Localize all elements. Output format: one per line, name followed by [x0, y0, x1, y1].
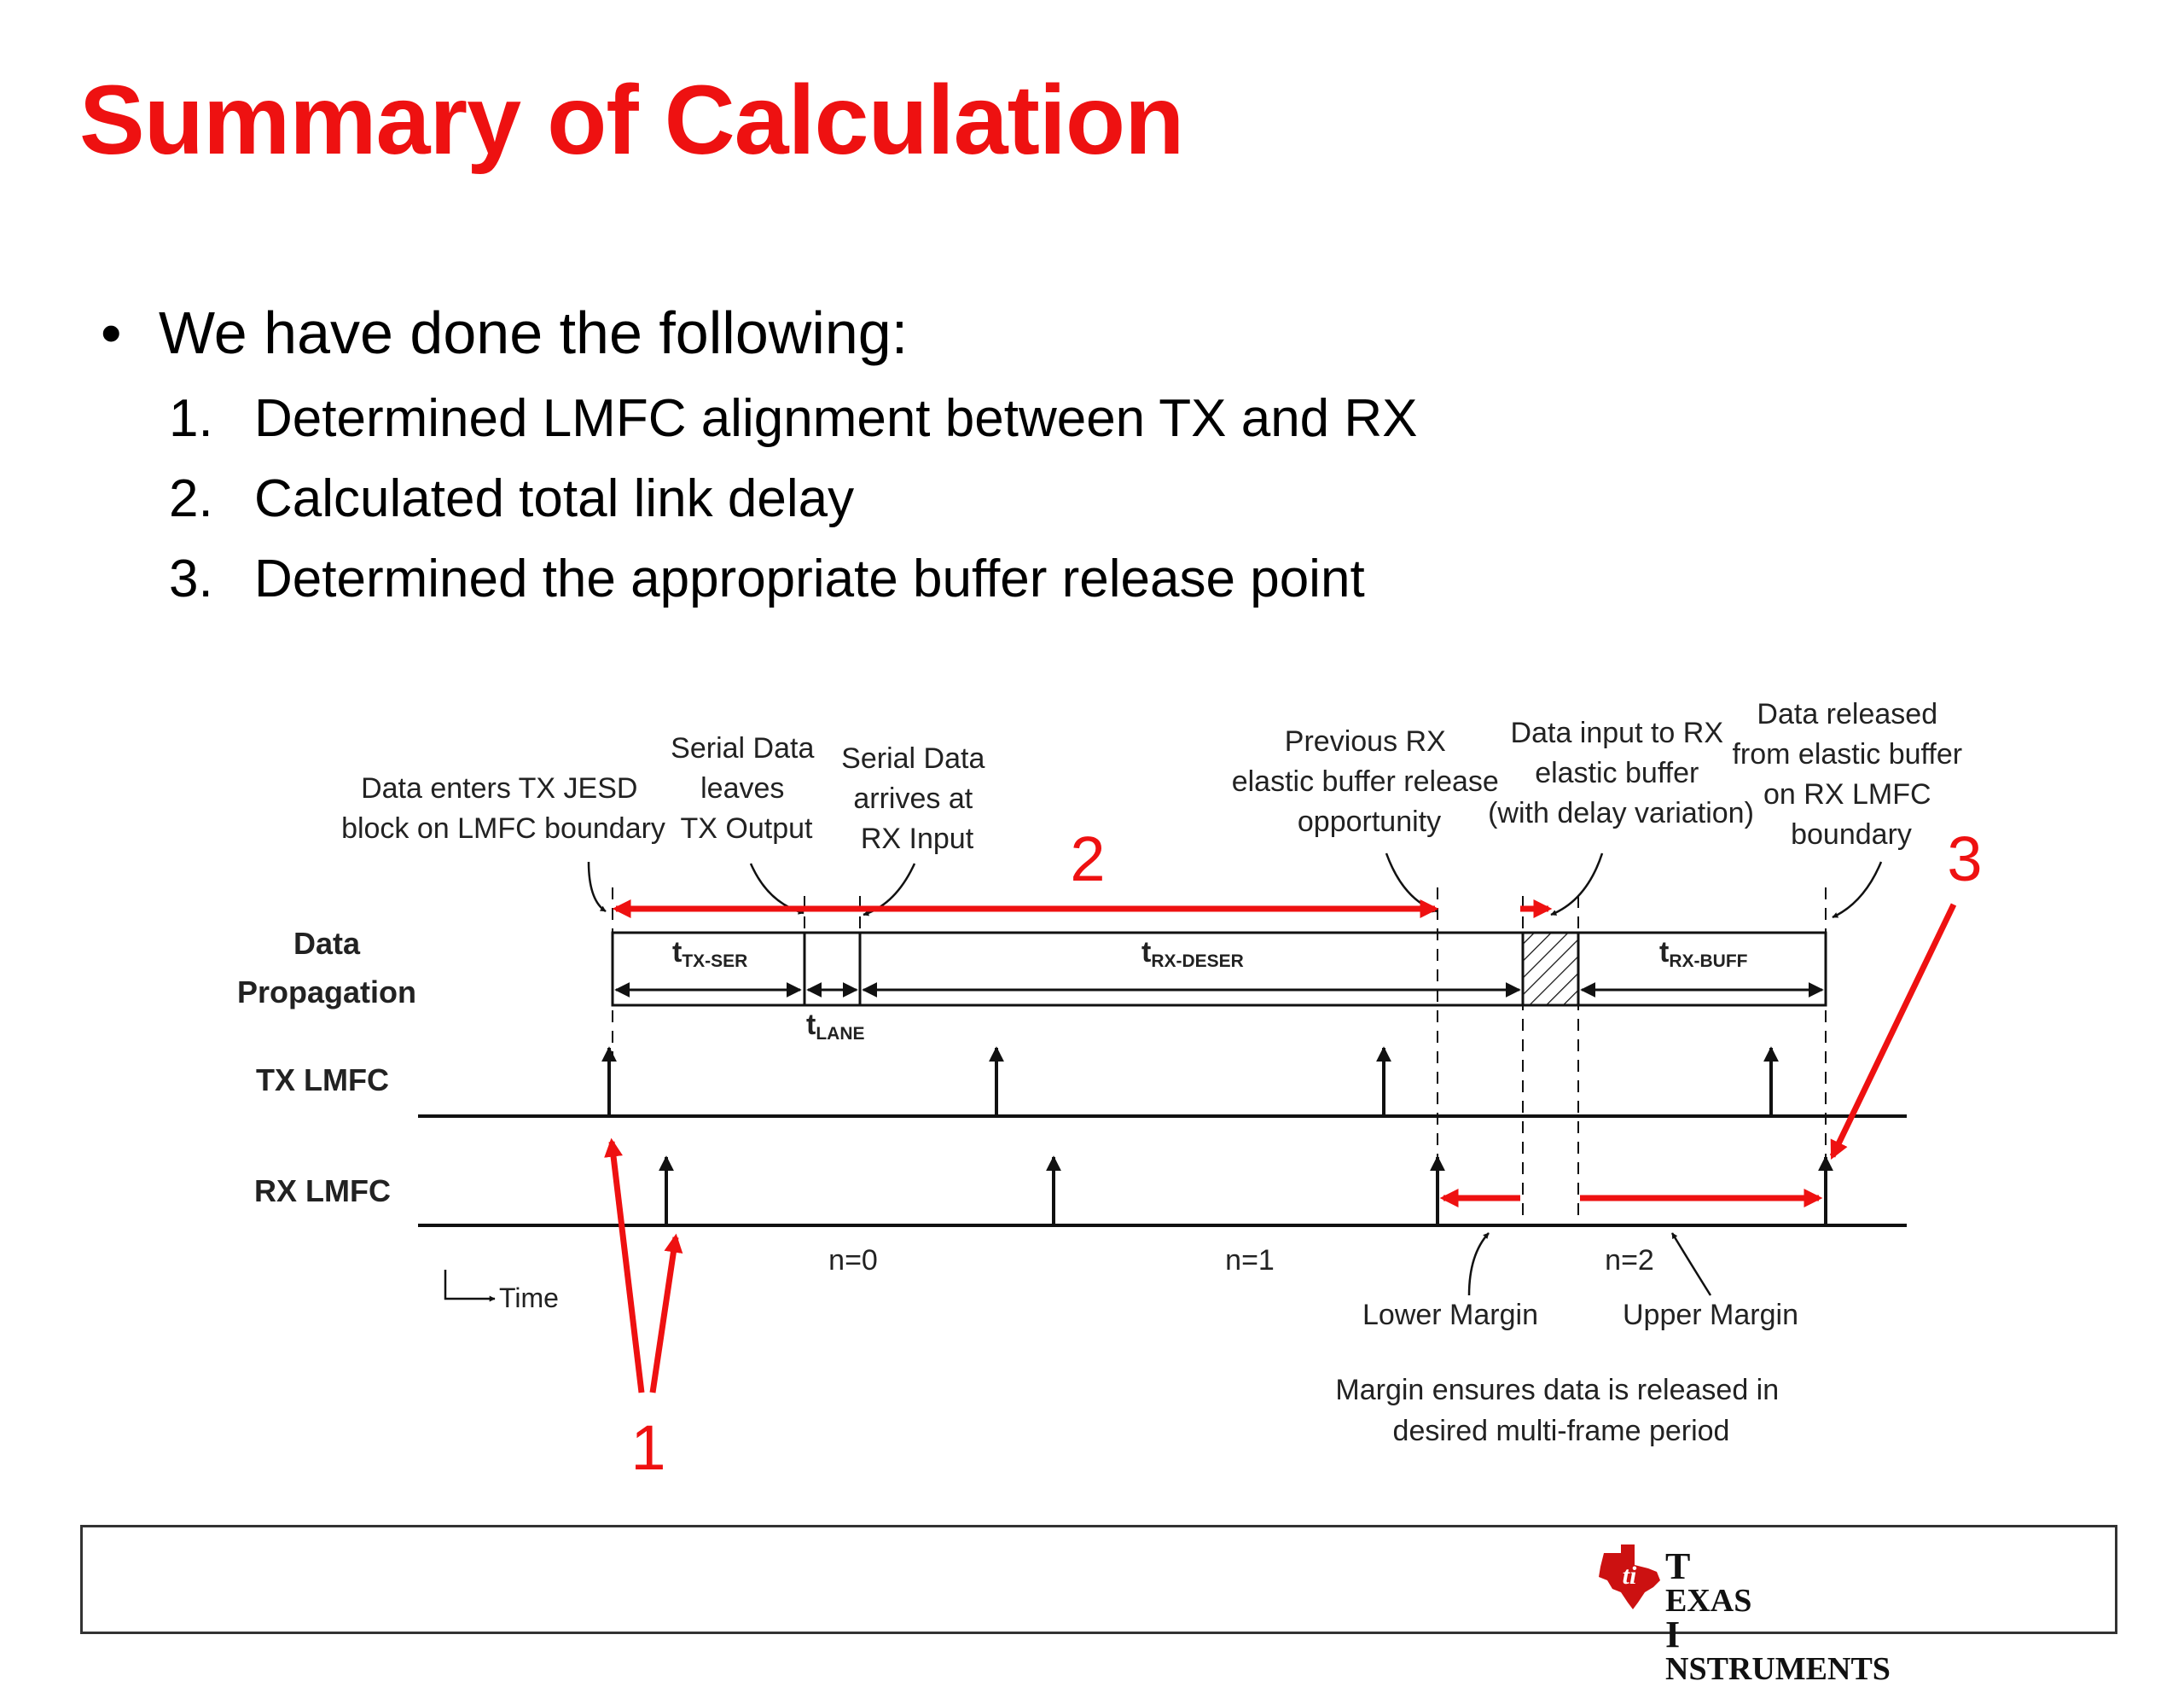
svg-text:ti: ti	[1622, 1562, 1637, 1590]
label-tx-lmfc: TX LMFC	[256, 1062, 389, 1097]
guide-lines	[613, 887, 1826, 1229]
label-upper-margin: Upper Margin	[1623, 1299, 1798, 1331]
label-t-tx-ser: tTX-SER	[672, 936, 748, 971]
label-n2: n=2	[1605, 1244, 1654, 1277]
label-rx-lmfc: RX LMFC	[254, 1173, 391, 1208]
label-data-released: Data released from elastic buffer on RX LMFC boundary	[1732, 698, 1963, 851]
callout-3: 3	[1947, 823, 1983, 894]
label-t-rx-buff: tRX-BUFF	[1659, 936, 1748, 971]
callout-arrow-1a	[612, 1142, 642, 1393]
callout-arrow-3	[1833, 905, 1954, 1156]
step-text: Calculated total link delay	[254, 469, 855, 528]
step-text: Determined the appropriate buffer release point	[254, 550, 1365, 608]
label-t-rx-deser: tRX-DESER	[1141, 936, 1244, 971]
label-serial-leaves: Serial Data leaves TX Output	[671, 732, 815, 845]
label-lower-margin: Lower Margin	[1362, 1299, 1538, 1331]
label-n0: n=0	[828, 1244, 878, 1277]
slide-title: Summary of Calculation	[79, 66, 1184, 175]
step-text: Determined LMFC alignment between TX and RX	[254, 389, 1418, 448]
margin-pointers	[1469, 1233, 1711, 1295]
callout-1: 1	[630, 1412, 666, 1483]
step-number: 3.	[169, 550, 213, 608]
tx-lmfc-ticks	[609, 1048, 1771, 1116]
ti-wordmark: T EXAS I NSTRUMENTS	[1665, 1545, 1891, 1687]
ti-logo	[1595, 1543, 1891, 1687]
label-t-lane: tLANE	[806, 1009, 865, 1044]
callout-2: 2	[1070, 823, 1106, 894]
label-data-input: Data input to RX elastic buffer (with delay variation)	[1488, 717, 1754, 829]
label-n1: n=1	[1225, 1244, 1275, 1277]
rx-lmfc-ticks	[666, 1157, 1826, 1225]
baselines	[418, 1116, 1907, 1225]
bullet-marker: •	[101, 300, 122, 366]
callout-arrow-1b	[653, 1237, 676, 1393]
label-previous-release: Previous RX elastic buffer release opportunity	[1231, 725, 1499, 838]
step-number: 1.	[169, 389, 213, 448]
label-margin-note: Margin ensures data is released in desired multi-frame period	[1335, 1374, 1780, 1447]
time-indicator	[445, 1270, 559, 1313]
step-number: 2.	[169, 469, 213, 528]
texas-state-icon	[1595, 1543, 1664, 1611]
label-data: Data	[293, 926, 361, 961]
label-serial-arrives: Serial Data arrives at RX Input	[841, 742, 985, 855]
intro-text: We have done the following:	[159, 300, 909, 366]
label-time: Time	[499, 1283, 559, 1313]
label-data-enters: Data enters TX JESD block on LMFC boundary	[341, 772, 665, 845]
label-propagation: Propagation	[236, 974, 417, 1009]
